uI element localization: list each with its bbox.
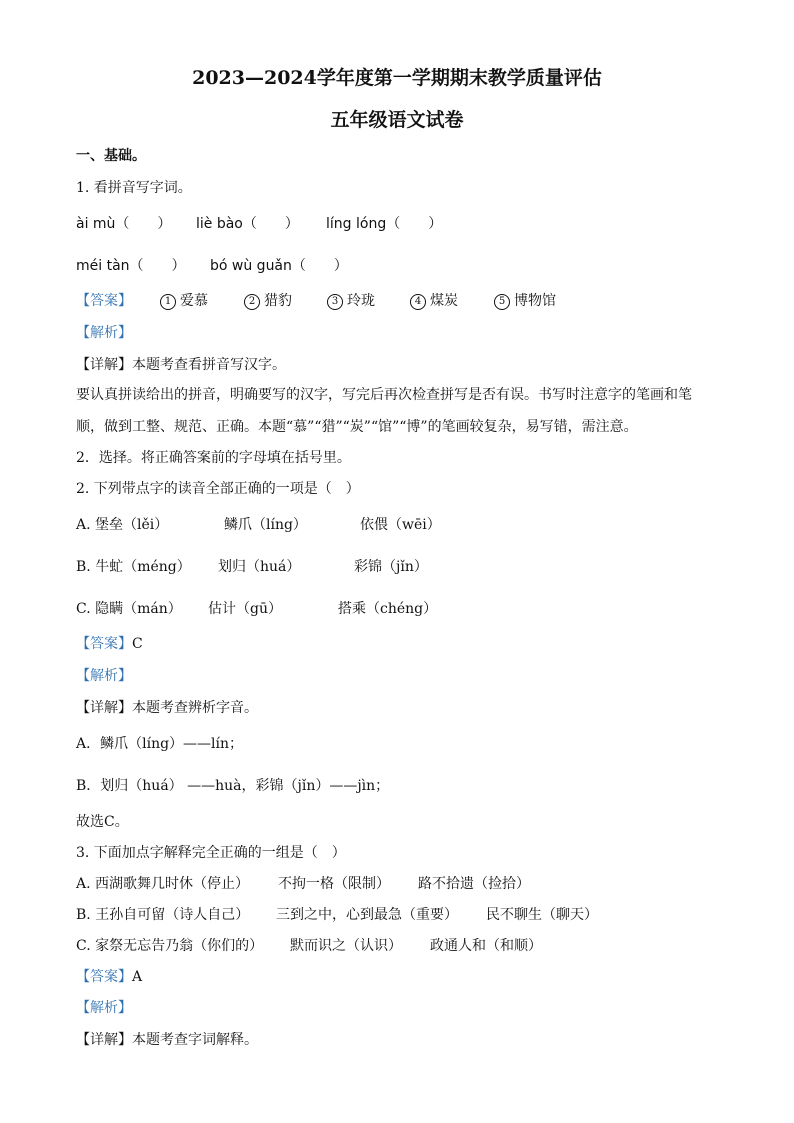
detail-text: 本题考查看拼音写汉字。 xyxy=(132,357,286,373)
option-c: 估计（gū） xyxy=(208,601,282,617)
detail-line xyxy=(76,699,258,717)
circled-number: 2 xyxy=(244,294,260,310)
option-a: A. 堡垒（lěi） xyxy=(76,517,169,533)
option-c: 搭乘（chéng） xyxy=(338,601,438,617)
answer-text: 玲珑 xyxy=(347,293,375,309)
circled-number: 3 xyxy=(327,294,343,310)
answer-item xyxy=(410,292,458,310)
option-c: C. 隐瞒（mán） xyxy=(76,601,182,617)
question-stem: 3. 下面加点字解释完全正确的一组是（ ） xyxy=(76,845,346,861)
answer-line xyxy=(76,968,142,986)
circled-number: 5 xyxy=(494,294,510,310)
answer-line xyxy=(76,635,143,653)
explanation-line: B．划归（huá） ——huà，彩锦（jǐn）——jìn； xyxy=(76,778,390,794)
option-b: 彩锦（jǐn） xyxy=(354,559,428,575)
answer-tag: 【答案】 xyxy=(76,969,132,985)
pinyin-item: méi tàn（ ） xyxy=(76,258,186,274)
section-heading: 一、基础。 xyxy=(76,148,146,164)
detail-text: 本题考查辨析字音。 xyxy=(132,700,258,716)
option-c: 默而识之（认识） xyxy=(290,938,402,954)
detail-line xyxy=(76,1031,258,1049)
paragraph: 顺，做到工整、规范、正确。本题“慕”“猎”“炭”“馆”“博”的笔画较复杂，易写错，需注意。 xyxy=(76,419,638,435)
analysis-tag: 【解析】 xyxy=(76,668,132,684)
answer-item xyxy=(244,292,292,310)
detail-tag: 【详解】 xyxy=(76,1032,132,1048)
question-stem: 2. 下列带点字的读音全部正确的一项是（ ） xyxy=(76,481,360,497)
pinyin-item: ài mù（ ） xyxy=(76,216,172,232)
pinyin-item: liè bào（ ） xyxy=(196,216,299,232)
option-b: 三到之中，心到最急（重要） xyxy=(276,907,458,923)
pinyin-item: líng lóng（ ） xyxy=(326,216,443,232)
question-stem: 1. 看拼音写字词。 xyxy=(76,180,192,196)
answer-text: 爱慕 xyxy=(180,293,208,309)
option-a: 不拘一格（限制） xyxy=(278,876,390,892)
analysis-tag: 【解析】 xyxy=(76,1000,132,1016)
paragraph: 要认真拼读给出的拼音，明确要写的汉字，写完后再次检查拼写是否有误。书写时注意字的笔画和笔 xyxy=(76,387,692,403)
option-b: 划归（huá） xyxy=(218,559,301,575)
section-heading: 2．选择。将正确答案前的字母填在括号里。 xyxy=(76,450,351,466)
explanation-line: A．鳞爪（líng）——lín； xyxy=(76,736,244,752)
answer-text: 煤炭 xyxy=(430,293,458,309)
detail-tag: 【详解】 xyxy=(76,357,132,373)
pinyin-item: bó wù guǎn（ ） xyxy=(210,258,348,274)
analysis-tag: 【解析】 xyxy=(76,325,132,341)
option-b: 民不聊生（聊天） xyxy=(486,907,598,923)
answer-text: 博物馆 xyxy=(514,293,556,309)
option-c: C. 家祭无忘告乃翁（你们的） xyxy=(76,938,264,954)
answer-text: A xyxy=(132,969,143,985)
answer-text: 猎豹 xyxy=(264,293,292,309)
answer-item xyxy=(160,292,208,310)
option-a: 依偎（wēi） xyxy=(360,517,441,533)
detail-line xyxy=(76,356,286,374)
answer-tag: 【答案】 xyxy=(76,636,132,652)
circled-number: 1 xyxy=(160,294,176,310)
option-a: 路不拾遗（捡拾） xyxy=(418,876,530,892)
answer-text: C xyxy=(132,636,143,652)
option-a: A. 西湖歌舞几时休（停止） xyxy=(76,876,250,892)
option-c: 政通人和（和顺） xyxy=(430,938,542,954)
answer-tag: 【答案】 xyxy=(76,293,132,309)
answer-item xyxy=(327,292,375,310)
circled-number: 4 xyxy=(410,294,426,310)
page-title: 2023—2024学年度第一学期期末教学质量评估 xyxy=(192,67,602,89)
detail-tag: 【详解】 xyxy=(76,700,132,716)
option-b: B. 牛虻（méng） xyxy=(76,559,191,575)
option-a: 鳞爪（líng） xyxy=(224,517,307,533)
answer-item xyxy=(494,292,556,310)
detail-text: 本题考查字词解释。 xyxy=(132,1032,258,1048)
conclusion: 故选C。 xyxy=(76,814,129,830)
option-b: B. 王孙自可留（诗人自己） xyxy=(76,907,250,923)
page-subtitle: 五年级语文试卷 xyxy=(330,109,464,131)
